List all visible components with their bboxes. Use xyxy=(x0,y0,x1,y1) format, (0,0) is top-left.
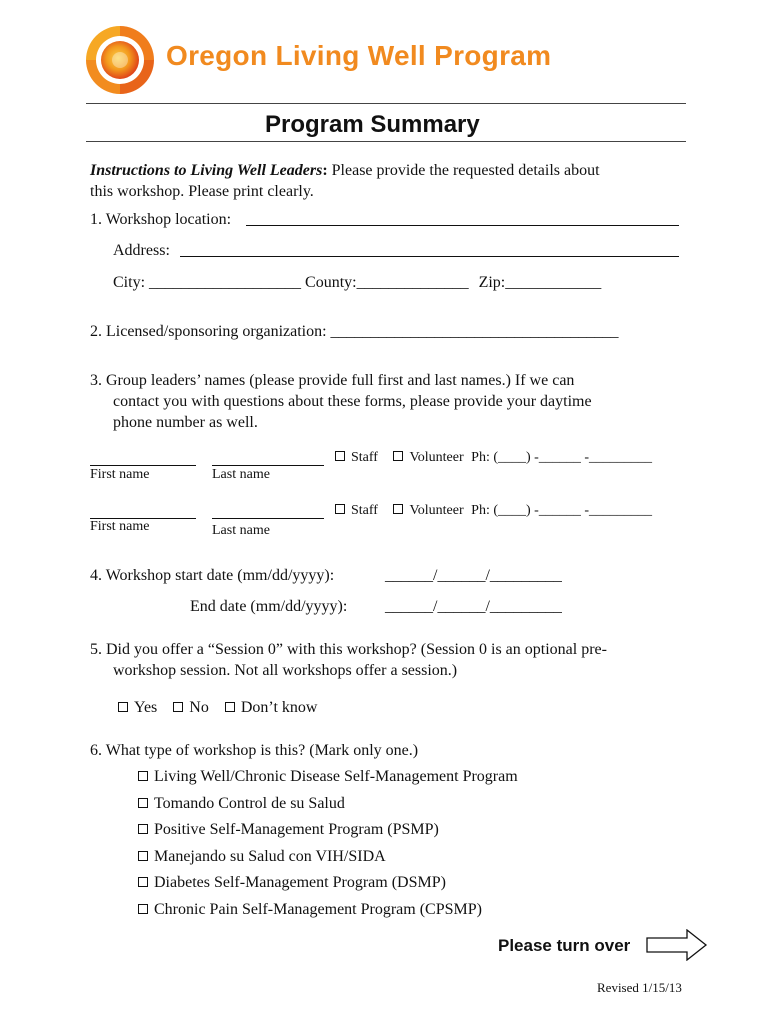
leader1-phone-field[interactable]: Ph: (____) -______ -_________ xyxy=(471,450,652,465)
checkbox-icon[interactable] xyxy=(138,824,148,834)
list-item[interactable] xyxy=(138,899,518,926)
list-item[interactable] xyxy=(138,846,518,873)
list-item[interactable] xyxy=(138,819,518,846)
option-yes[interactable]: Yes xyxy=(134,699,158,716)
sun-logo-icon xyxy=(80,20,160,100)
q1-label: 1. Workshop location: xyxy=(90,211,232,228)
instructions-lead: Instructions to Living Well Leaders xyxy=(90,162,323,179)
q2-label: 2. Licensed/sponsoring organization: xyxy=(90,323,327,340)
zip-label: Zip: xyxy=(478,274,506,291)
checkbox-icon[interactable] xyxy=(138,904,148,914)
checkbox-icon[interactable] xyxy=(138,771,148,781)
checkbox-icon[interactable] xyxy=(173,702,183,712)
list-item[interactable] xyxy=(138,766,518,793)
end-date-field[interactable]: ______/______/_________ xyxy=(385,598,562,615)
checkbox-icon[interactable] xyxy=(138,798,148,808)
leader2-last-name-field[interactable] xyxy=(212,504,324,519)
page-title: Program Summary xyxy=(265,111,480,138)
leader2-last-name-label: Last name xyxy=(212,523,270,538)
leader1-last-name-field[interactable] xyxy=(212,451,324,466)
option-label: Positive Self-Management Program (PSMP) xyxy=(154,821,439,838)
session0-options xyxy=(118,697,317,718)
leader1-first-name-field[interactable] xyxy=(90,451,196,466)
address-field[interactable] xyxy=(180,242,679,257)
start-date-field[interactable]: ______/______/_________ xyxy=(385,567,562,584)
checkbox-icon[interactable] xyxy=(335,504,345,514)
right-arrow-icon xyxy=(646,929,708,961)
staff-label: Staff xyxy=(351,503,378,518)
staff-label: Staff xyxy=(351,450,378,465)
instructions-line1: Please provide the requested details about xyxy=(327,162,600,179)
checkbox-icon[interactable] xyxy=(393,451,403,461)
revised-date: Revised 1/15/13 xyxy=(597,980,682,995)
option-label: Chronic Pain Self-Management Program (CPSMP) xyxy=(154,900,482,918)
end-date-label: End date (mm/dd/yyyy): xyxy=(190,598,348,615)
q5-line2: workshop session. Not all workshops offer a session.) xyxy=(113,662,458,679)
organization-field[interactable]: ____________________________________ xyxy=(330,323,619,340)
option-label: Living Well/Chronic Disease Self-Management Program xyxy=(154,768,518,785)
program-title: Oregon Living Well Program xyxy=(166,40,552,71)
instructions-line2: this workshop. Please print clearly. xyxy=(90,183,314,200)
q5-question xyxy=(90,639,710,681)
leader1-first-name-label: First name xyxy=(90,467,150,482)
volunteer-label: Volunteer xyxy=(409,450,464,465)
option-dont-know[interactable]: Don’t know xyxy=(240,699,318,716)
zip-field[interactable]: ____________ xyxy=(505,274,602,291)
leader2-role-phone xyxy=(335,502,652,520)
address-label: Address: xyxy=(113,242,170,259)
county-field[interactable]: ______________ xyxy=(356,274,469,291)
instructions xyxy=(90,160,690,202)
q3-line3: phone number as well. xyxy=(113,414,258,431)
checkbox-icon[interactable] xyxy=(335,451,345,461)
header-top-rule xyxy=(86,103,686,104)
option-no[interactable]: No xyxy=(189,699,209,716)
list-item[interactable] xyxy=(138,793,518,820)
q3-line2: contact you with questions about these forms, please provide your daytime xyxy=(113,393,592,410)
q2-row xyxy=(90,321,619,342)
start-date-label: 4. Workshop start date (mm/dd/yyyy): xyxy=(90,567,335,584)
checkbox-icon[interactable] xyxy=(138,877,148,887)
county-label: County: xyxy=(305,274,357,291)
option-label: Tomando Control de su Salud xyxy=(154,794,345,812)
city-field[interactable]: ___________________ xyxy=(149,274,302,291)
city-county-zip-row xyxy=(113,272,601,293)
please-turn-over: Please turn over xyxy=(498,936,631,955)
q3-line1: 3. Group leaders’ names (please provide full first and last names.) If we can xyxy=(90,372,575,389)
workshop-type-options xyxy=(138,766,518,925)
checkbox-icon[interactable] xyxy=(138,851,148,861)
leader1-last-name-label: Last name xyxy=(212,467,270,482)
volunteer-label: Volunteer xyxy=(409,503,464,518)
instructions-colon: : xyxy=(322,162,328,179)
leader1-role-phone xyxy=(335,449,652,467)
list-item[interactable] xyxy=(138,872,518,899)
leader2-phone-field[interactable]: Ph: (____) -______ -_________ xyxy=(471,503,652,518)
option-label: Manejando su Salud con VIH/SIDA xyxy=(154,847,386,865)
q3-question xyxy=(90,370,710,433)
checkbox-icon[interactable] xyxy=(225,702,235,712)
leader2-first-name-field[interactable] xyxy=(90,504,196,519)
q5-line1: 5. Did you offer a “Session 0” with this workshop? (Session 0 is an optional pre- xyxy=(90,641,607,658)
option-label: Diabetes Self-Management Program (DSMP) xyxy=(154,874,446,891)
checkbox-icon[interactable] xyxy=(393,504,403,514)
checkbox-icon[interactable] xyxy=(118,702,128,712)
leader2-first-name-label: First name xyxy=(90,519,150,534)
workshop-location-field[interactable] xyxy=(246,211,679,226)
header-bottom-rule xyxy=(86,141,686,142)
q6-label: 6. What type of workshop is this? (Mark only one.) xyxy=(90,742,419,759)
city-label: City: xyxy=(113,274,146,291)
